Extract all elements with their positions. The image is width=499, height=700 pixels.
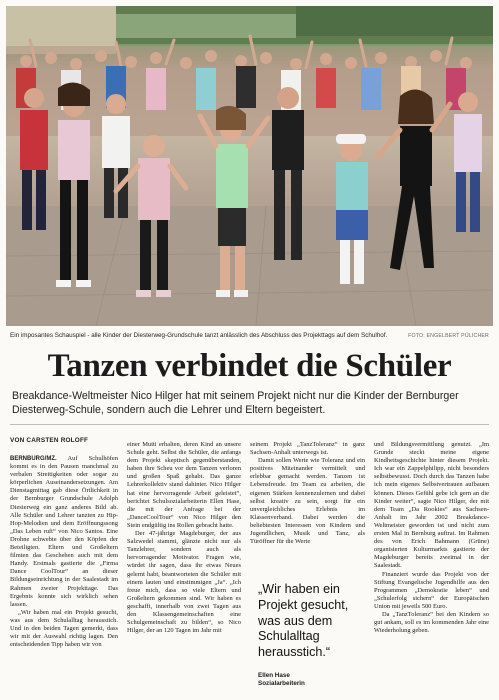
photo-caption-row — [10, 330, 489, 342]
paragraph: und Bildungsvermittlung genutzt. „Im Grunde steckt meine eigene Kindheitsgeschichte hinter diesem Projekt. Ich war ein Zappelphilipp, nicht besonders selbstbewusst. Doch durch das Tanzen habe ich mein eigenes Selbstvertrauen aufbauen können. Dieses Gefühl gebe ich gern an die Kinder weiter“, sagte Nico Hilger, der mit dem Team „Da Rookies“ aus Sachsen-Anhalt im Jahr 2002 Breakdance-Weltmeister geworden ist und nicht zum ersten Mal in Bernburg auftrat. Im Rahmen des von Erich Bahmann (Grüne) organisierten Kulturmarkts gastierte der Magdeburger bereits zweimal in der Saalestadt. — [374, 441, 489, 570]
photo-caption: Ein imposantes Schauspiel - alle Kinder der Diesterweg-Grundschule tanzt anlässlich des Abschluss des Projekttags auf dem Schulhof. — [10, 332, 388, 339]
article-photo — [6, 6, 493, 326]
quote-author-role: Sozialarbeiterin — [258, 680, 305, 687]
article-column-1 — [10, 455, 118, 649]
photo-credit: FOTO: ENGELBERT PÜLICHER — [408, 333, 489, 339]
dateline: BERNBURG/MZ. — [10, 456, 57, 462]
article-headline: Tanzen verbindet die Schüler — [47, 348, 452, 384]
article-column-3 — [250, 441, 365, 546]
quote-author-name: Ellen Hase — [258, 672, 290, 679]
article-subhead: Breakdance-Weltmeister Nico Hilger hat mit seinem Projekt nicht nur die Kinder der Bernburger Diesterweg-Schule, sondern auch die Lehrer und Eltern begeistert. — [12, 390, 459, 416]
article-byline: VON CARSTEN ROLOFF — [10, 437, 89, 444]
paragraph: Der 47-jährige Magdeburger, der aus Salzwedel stammt, glänzte nicht nur als Tanzlehrer, sondern auch als hervorragender Motivator. Fragen wie, würdet ihr sagen, dass ihr etwas Neues gelernt habt, beantworteten die Schüler mit einem lauten und einstimmigen „Ja“. „Ich freue mich, dass so viele Eltern und Großeltern gekommen sind. Wir haben es geschafft, innerhalb von zwei Tagen aus den Klassengemeinschaften eine Schulgemeinschaft zu bilden“, so Nico Hilger, der an 120 Tagen im Jahr mit — [127, 530, 241, 635]
paragraph: „Wir haben mal ein Projekt gesucht, was aus dem Schulalltag herausstich. Und in den beiden Tagen gemerkt, dass wir mit der Auswahl richtig lagen. Den entscheidenden Tipp haben wir von — [10, 608, 118, 649]
paragraph: einer Mutti erhalten, deren Kind an unsere Schule geht. Selbst die Schüler, die anfangs dem Projekt skeptisch gegenüberstanden, haben ihre Scheu vor dem Tanzen verloren und großen Spaß gehabt. Das ganze Lehrerkollektiv stand dahinter. Nico Hilger hat eine hervorragende Arbeit geleistet“, berichtet Schulsozialarbeiterin Ellen Hase, die mit der Anfrage bei der „DanceCoolTour“ von Nico Hilger den Stein endgültig ins Rollen gebracht hatte. — [127, 441, 241, 529]
paragraph — [10, 455, 118, 609]
pull-quote-author — [258, 672, 305, 688]
paragraph: Finanziert wurde das Projekt von der Stiftung Evangelische Jugendhilfe aus den Programmen „Demokratie leben“ und „Schulerfolg sichern“ der Europäischen Union mit jeweils 500 Euro. — [374, 570, 489, 610]
article-column-2 — [127, 441, 241, 635]
paragraph-text: Auf Schulhöfen kommt es in den Pausen manchmal zu verbalen Streitigkeiten oder sogar zu körperlichen Auseinandersetzungen. Am Dienstagmittag gab diese Örtlichkeit in der Bernburger Grundschule Adolph Diesterweg ein ganz anderes Bild ab. Alle Schüler und Lehrer tanzten zu Hip-Hop-Melodien und dem Eröffnungssong „Das Leben ruft“ von Nico Santos. Eine Drohne schwebte über den Köpfen der Beteiligten. Eltern und Großeltern filmten das Geschehen auch mit dem Handy. Erstmals gastierte die „Firma Dance CoolTour“ an dieser Bildungseinrichtung in der Saalestadt im Rahmen zweier Projekttage. Das Ergebnis konnte sich wirklich sehen lassen. — [10, 455, 118, 608]
paragraph: Da „TanzToleranz“ bei den Kindern so gut ankam, soll es im kommenden Jahr eine Wiederholung geben. — [374, 610, 489, 635]
dancing-children-illustration — [6, 6, 493, 326]
paragraph: Damit sollen Werte wie Toleranz und ein positives Miteinander vermittelt und erlebbar gemacht werden. Tanzen ist Lebensfreude. Im Team zu arbeiten, die eigenen Stärken kennenzulernen und dabei selbst kreativ zu sein, sorgt für ein unvergleichliches Erlebnis im Klassenverband. Dabei werden die beliebtesten Interessen von Kindern und Jugendlichen, Musik und Tanz, als Türöffner für die Werte — [250, 457, 365, 546]
paragraph: seinem Projekt „TanzToleranz“ in ganz Sachsen-Anhalt unterwegs ist. — [250, 441, 365, 457]
divider — [10, 424, 489, 425]
pull-quote: „Wir haben ein Projekt gesucht, was aus dem Schulalltag herausstich.“ — [258, 582, 349, 660]
article-column-4 — [374, 441, 489, 635]
